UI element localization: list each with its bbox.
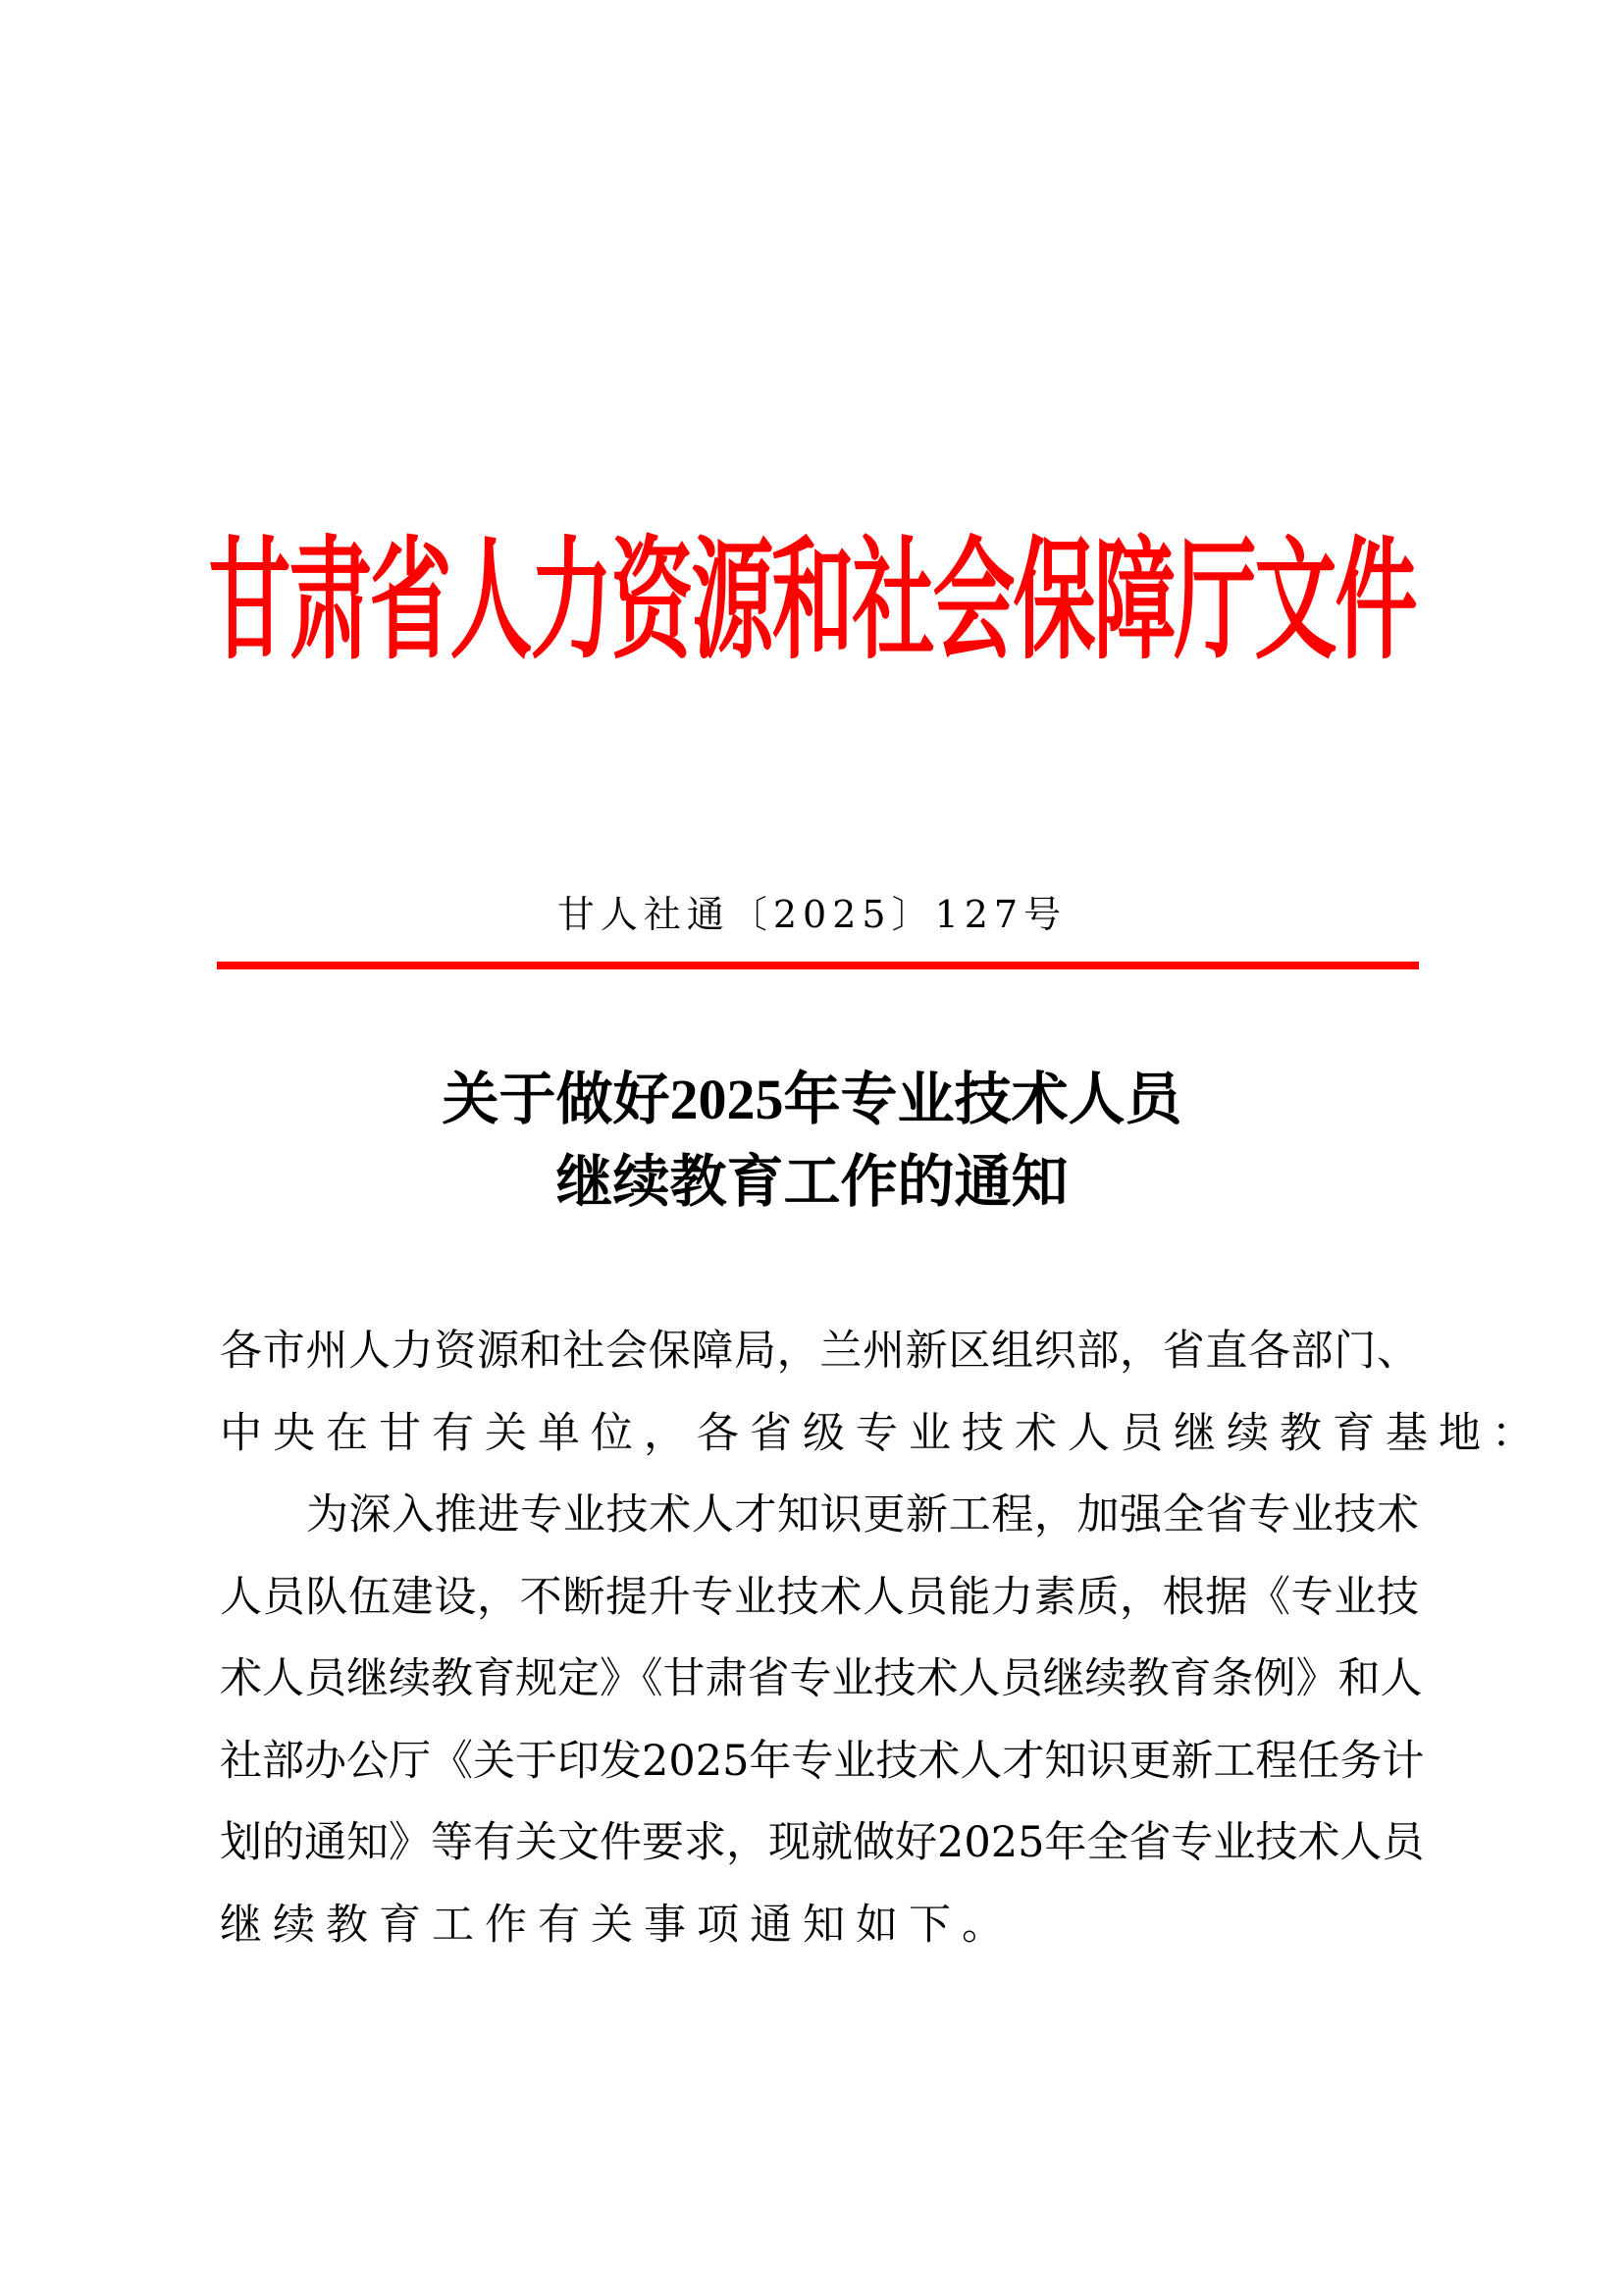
document-title-line-2: 继续教育工作的通知 xyxy=(555,1150,1069,1214)
body-paragraph-line: 继续教育工作有关事项通知如下。 xyxy=(220,1900,1015,1950)
document-body xyxy=(220,1322,1545,1977)
red-divider-line xyxy=(217,962,1419,969)
document-title-line-1: 关于做好2025年专业技术人员 xyxy=(442,1068,1182,1131)
body-paragraph-line: 术人员继续教育规定》《甘肃省专业技术人员继续教育条例》和人 xyxy=(220,1654,1423,1703)
body-paragraph-line: 划的通知》等有关文件要求，现就做好2025年全省专业技术人员 xyxy=(220,1818,1425,1867)
document-number: 甘人社通〔2025〕127号 xyxy=(556,893,1068,936)
body-paragraph-line: 人员队伍建设，不断提升专业技术人员能力素质，根据《专业技 xyxy=(220,1572,1419,1622)
body-paragraph-line: 为深入推进专业技术人才知识更新工程，加强全省专业技术 xyxy=(306,1490,1419,1539)
addressee-line-2: 中央在甘有关单位，各省级专业技术人员继续教育基地： xyxy=(220,1408,1545,1458)
addressee-line-1: 各市州人力资源和社会保障局，兰州新区组织部，省直各部门、 xyxy=(220,1327,1419,1376)
body-paragraph-line: 社部办公厅《关于印发2025年专业技术人才知识更新工程任务计 xyxy=(220,1736,1425,1786)
issuer-red-header: 甘肃省人力资源和社会保障厅文件 xyxy=(208,530,1416,676)
